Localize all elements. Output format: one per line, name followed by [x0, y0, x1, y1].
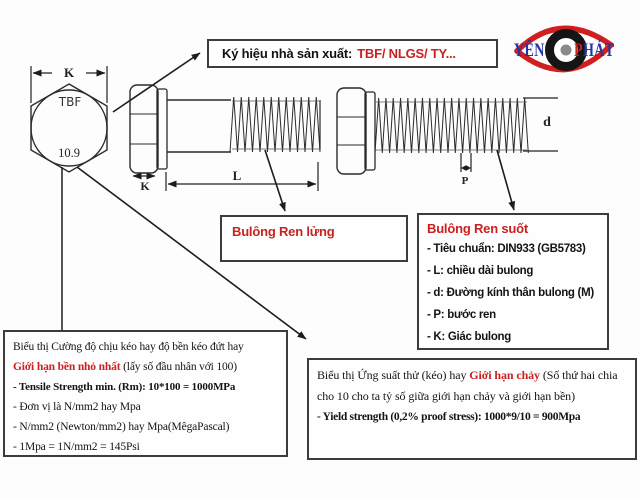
callout-full-thread	[417, 213, 609, 350]
head-marking-grade: 10.9	[58, 146, 80, 160]
tensile-highlight: Giới hạn bền nhỏ nhất	[13, 361, 121, 373]
dim-label-length: L	[232, 168, 242, 183]
yield-part1: Biểu thị Ứng suất thử (kéo) hay	[317, 368, 470, 382]
tensile-line6: - 1Mpa = 1N/mm2 = 145Psi	[13, 441, 140, 453]
dim-pitch-arrows	[461, 165, 471, 171]
yield-highlight: Giới hạn chảy	[469, 368, 540, 382]
tensile-line5: - N/mm2 (Newton/mm2) hay Mpa(MêgaPascal)	[13, 421, 230, 433]
spec-length: - L: chiều dài bulong	[427, 265, 534, 277]
leader-partial-thread	[265, 150, 285, 211]
spec-diameter: - d: Đường kính thân bulong (M)	[427, 287, 594, 299]
yield-part2: (Số thứ hai chia cho 10 cho ta tỷ số giữa giới hạn chảy và giới hạn bền)	[317, 368, 618, 403]
bolt-partial-thread	[130, 85, 320, 173]
manufacturer-callout	[207, 39, 498, 68]
callout-full-thread-title: Bulông Ren suốt	[427, 221, 528, 236]
logo-word-left: YÊN	[514, 40, 545, 61]
dim-label-diameter: d	[543, 115, 551, 130]
callout-partial-thread	[220, 215, 408, 262]
logo-letter-p: P	[574, 40, 583, 61]
dim-label-pitch: P	[461, 175, 469, 187]
spec-pitch: - P: bước ren	[427, 309, 496, 321]
logo-word-right-rest: HÁT	[582, 40, 615, 61]
yield-paragraph	[317, 365, 628, 407]
spec-hex: - K: Giác bulong	[427, 331, 511, 343]
callout-partial-thread-title: Bulông Ren lửng	[232, 224, 335, 239]
dim-label-head-thickness: K	[140, 179, 150, 193]
tensile-line4: - Đơn vị là N/mm2 hay Mpa	[13, 401, 141, 413]
leader-full-thread	[497, 150, 514, 210]
yen-phat-logo	[500, 12, 640, 92]
note-tensile-strength	[3, 330, 288, 457]
tensile-line2	[13, 357, 286, 377]
bolt2-head	[337, 88, 366, 174]
tensile-line2-rest: (lấy số đầu nhân với 100)	[120, 361, 237, 373]
manufacturer-brands: TBF/ NLGS/ TY...	[357, 46, 456, 61]
spec-standard: - Tiêu chuẩn: DIN933 (GB5783)	[427, 243, 586, 255]
bolt2-threads	[375, 98, 528, 153]
yield-line2: - Yield strength (0,2% proof stress): 1000*9/10 = 900Mpa	[317, 411, 581, 423]
tensile-line3: - Tensile Strength min. (Rm): 10*100 = 1000MPa	[13, 381, 236, 393]
manufacturer-label: Ký hiệu nhà sản xuất:	[222, 46, 353, 61]
note-yield-strength	[307, 358, 637, 460]
bolt1-threads	[230, 97, 320, 152]
dim-label-head-width: K	[52, 65, 86, 81]
logo-word-right	[574, 40, 615, 62]
tensile-line1: Biểu thị Cường độ chịu kéo hay độ bền kéo đứt hay	[13, 341, 244, 353]
head-marking-brand: TBF	[58, 95, 82, 109]
